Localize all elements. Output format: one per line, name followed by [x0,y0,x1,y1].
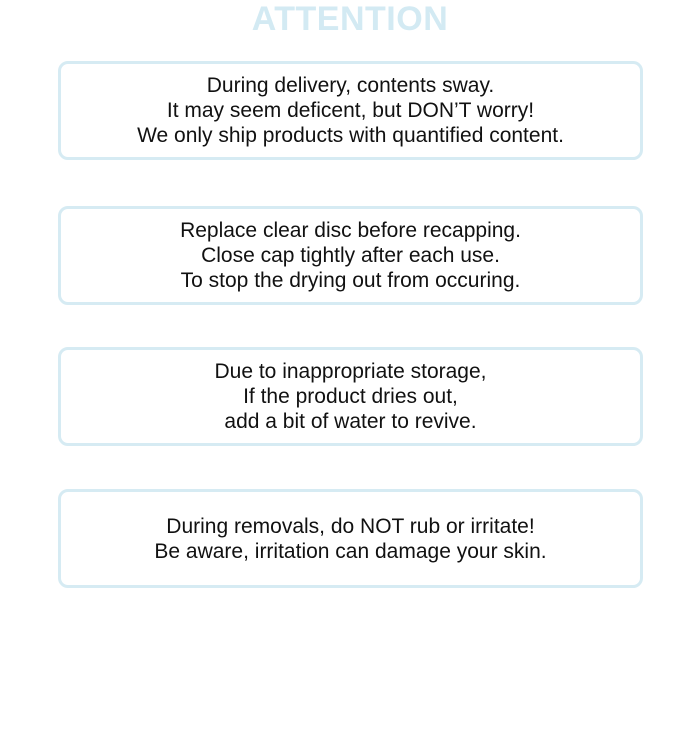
notice-text [154,514,546,564]
notice-line: Replace clear disc before recapping. [180,219,521,242]
attention-title: ATTENTION [251,0,449,38]
notice-line: During delivery, contents sway. [206,74,495,97]
notice-line: Be aware, irritation can damage your skin. [154,539,547,563]
notice-line: During removals, do NOT rub or irritate! [166,514,535,538]
notice-box-removal [58,489,643,588]
notice-line: Close cap tightly after each use. [201,244,500,267]
notice-text [180,218,521,293]
notice-line: To stop the drying out from occuring. [180,269,521,292]
notice-text [214,359,486,434]
notice-text [137,73,564,148]
notice-line: If the product dries out, [243,385,458,408]
notice-line: It may seem deficent, but DON’T worry! [166,99,535,122]
notice-line: We only ship products with quantified content. [137,124,564,147]
notice-line: add a bit of water to revive. [224,410,477,433]
notice-box-storage [58,347,643,446]
notice-box-recapping [58,206,643,305]
notice-line: Due to inappropriate storage, [214,360,487,383]
notice-box-delivery [58,61,643,160]
